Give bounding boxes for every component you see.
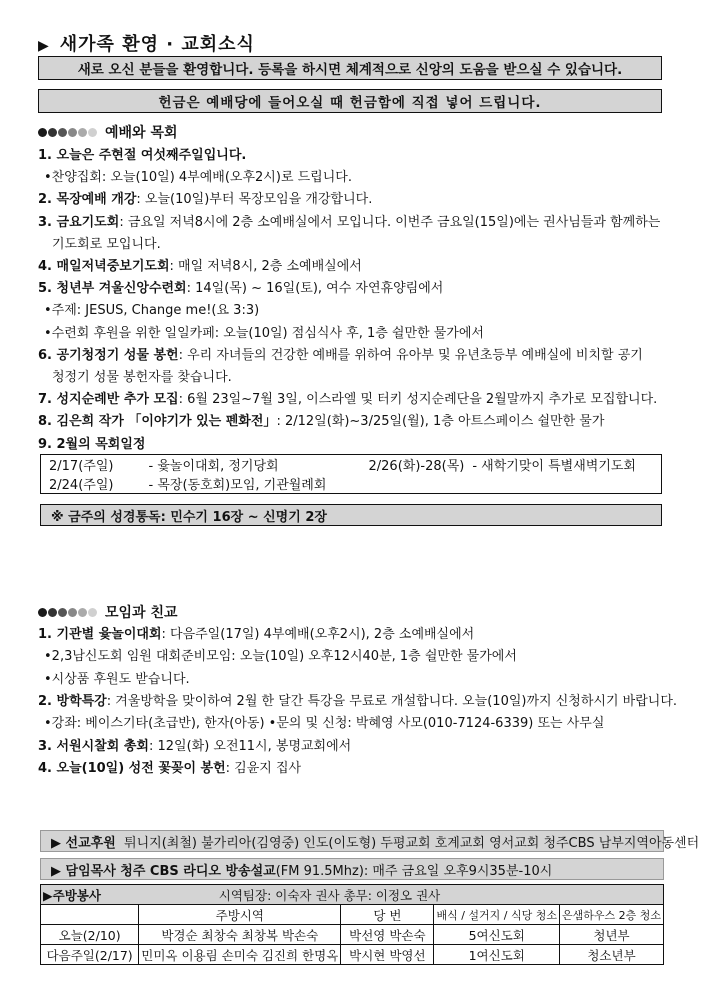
schedule-date: 2/24(주일) [49,478,114,493]
list-item [38,279,443,299]
list-item [38,435,145,455]
welcome-box: 새로 오신 분들을 환영합니다. 등록을 하시면 체계적으로 신앙의 도움을 받으실 수 있습니다. [38,56,662,80]
schedule-date: 2/17(주일) [49,459,114,474]
table-row [41,925,664,945]
list-item-text: •강좌: 베이스기타(초급반), 한자(아동) •문의 및 신청: 박혜영 사모(010-7124-6339) 또는 사무실 [44,716,605,732]
list-item [44,168,352,188]
list-item-text: •2,3남신도회 임원 대회준비모임: 오늘(10일) 오후12시40분, 1층 쉴만한 물가에서 [44,649,517,665]
service-clean: 청년부 [560,925,664,945]
list-item-heading: 4. 오늘(10일) 성전 꽃꽂이 봉헌 [38,760,226,776]
service-meal: 5여신도회 [434,925,560,945]
list-item-text: : 2/12일(화)~3/25일(월), 1층 아트스페이스 쉴만한 물가 [276,414,605,430]
list-item-text: : 매일 저녁8시, 2층 소예배실에서 [169,259,362,274]
schedule-row [41,474,662,494]
section-title: 예배와 목회 [105,125,178,141]
list-item [38,213,660,233]
list-item [38,412,604,432]
list-item [44,714,604,734]
service-day: 다음주일(2/17) [41,945,139,965]
schedule-row [41,455,662,475]
mission-label: ▶ 선교후원 [51,835,116,851]
service-leaders: 시역팀장: 이숙자 권사 총무: 이정오 권사 [139,885,664,905]
list-item [52,368,232,388]
kitchen-service-table [40,884,664,965]
section-worship-heading [38,122,178,142]
list-item [38,759,301,779]
list-item [38,692,677,712]
list-item-heading: 5. 청년부 겨울신앙수련회 [38,281,187,297]
list-item-text: : 6월 23일~7월 3일, 이스라엘 및 터키 성지순례단을 2월말까지 추가로 모집합니다. [178,392,658,408]
column-header-empty [41,905,139,925]
list-item [38,390,657,410]
page-title [38,30,255,56]
service-label: ▶주방봉사 [41,885,139,905]
service-duty: 박시현 박영선 [341,945,434,965]
list-item-heading: 4. 매일저녁중보기도회 [38,259,170,274]
list-item-text: : 14일(목) ~ 16일(토), 여수 자연휴양림에서 [186,281,444,297]
list-item-text: : 금요일 저녁8시에 2층 소예배실에서 모입니다. 이번주 금요일(15일)에는 권사님들과 함께하는 [119,214,661,230]
list-item [38,257,362,277]
dots-icon [38,128,97,137]
list-item [38,146,246,166]
schedule-date [361,474,465,494]
list-item-heading: 8. 김은희 작가 「이야기가 있는 펜화전」 [38,414,277,430]
list-item-heading: 7. 성지순례반 추가 모집 [38,392,179,408]
schedule-event: - 목장(동호회)모임, 기관월례회 [148,478,327,493]
list-item-text: : 우리 자녀들의 건강한 예배를 위하여 유아부 및 유년초등부 예배실에 비치할 공기 [178,347,643,363]
service-kitchen: 민미옥 이용림 손미숙 김진희 한명옥 [139,945,341,965]
list-item [44,670,190,690]
table-row [41,945,664,965]
service-header-row [41,885,664,905]
list-item-heading: 3. 금요기도회 [38,214,120,230]
schedule-event [464,474,661,494]
list-item-text: : 겨울방학을 맞이하여 2월 한 달간 특강을 무료로 개설합니다. 오늘(10일)까지 신청하시기 바랍니다. [106,693,678,709]
list-item-heading: 2. 목장예배 개강 [38,192,137,208]
list-item-heading: 2. 방학특강 [38,693,107,709]
list-item-text: •시상품 후원도 받습니다. [44,671,190,687]
mission-text: 튀니지(최철) 불가리아(김영중) 인도(이도형) 두평교회 호계교회 영서교회 청주CBS 남부지역아동센터 [124,835,700,851]
column-header: 배식 / 설거지 / 식당 청소 [434,905,560,925]
triangle-marker-icon: ▶ [38,38,50,54]
list-item-text: : 다음주일(17일) 4부예배(오후2시), 2층 소예배실에서 [161,627,475,642]
column-header: 주방시역 [139,905,341,925]
list-item-heading: 3. 서원시찰회 총회 [38,738,149,754]
service-columns-row [41,905,664,925]
list-item-text: 청정기 성물 봉헌자를 찾습니다. [52,370,232,385]
column-header: 은샘하우스 2층 청소 [560,905,664,925]
service-meal: 1여신도회 [434,945,560,965]
offering-box: 헌금은 예배당에 들어오실 때 헌금함에 직접 넣어 드립니다. [38,89,662,113]
list-item-heading: 6. 공기청정기 성물 봉헌 [38,347,179,363]
list-item-heading: 1. 기관별 윷놀이대회 [38,627,162,642]
list-item [38,346,643,366]
schedule-table [40,454,662,494]
list-item-text: •찬양집회: 오늘(10일) 4부예배(오후2시)로 드립니다. [44,170,352,186]
list-item [44,647,517,667]
list-item-text: : 김윤지 집사 [225,760,302,776]
section-fellowship-heading [38,602,178,622]
mission-bar [40,830,700,852]
list-item [38,737,351,757]
radio-text: (FM 91.5Mhz): 매주 금요일 오후9시35분-10시 [275,863,553,879]
list-item-text: 기도회로 모입니다. [52,236,161,252]
list-item-heading: 9. 2월의 목회일정 [38,436,146,452]
list-item [44,324,484,344]
list-item-text: •수련회 후원을 위한 일일카페: 오늘(10일) 점심식사 후, 1층 쉴만한 물가에서 [44,325,484,341]
list-item-text: : 오늘(10일)부터 목장모임을 개강합니다. [136,192,373,208]
service-clean: 청소년부 [560,945,664,965]
service-duty: 박선영 박손숙 [341,925,434,945]
list-item-text: : 12일(화) 오전11시, 봉명교회에서 [148,738,352,754]
bible-reading-box: ※ 금주의 성경통독: 민수기 16장 ~ 신명기 2장 [40,504,662,526]
title-text: 새가족 환영 · 교회소식 [59,34,255,55]
list-item [52,235,161,255]
column-header: 당 번 [341,905,434,925]
section-title: 모임과 친교 [105,605,178,621]
schedule-event: - 새학기맞이 특별새벽기도회 [472,459,636,474]
list-item [38,625,474,645]
list-item [38,190,372,210]
radio-bar [40,858,664,880]
dots-icon [38,608,97,617]
list-item-heading: 1. 오늘은 주현절 여섯째주일입니다. [38,148,247,163]
schedule-event: - 윷놀이대회, 정기당회 [148,459,279,474]
list-item-text: •주제: JESUS, Change me!(요 3:3) [44,303,260,319]
service-kitchen: 박경순 최창숙 최창복 박손숙 [139,925,341,945]
service-day: 오늘(2/10) [41,925,139,945]
list-item [44,301,259,321]
radio-label: ▶ 담임목사 청주 CBS 라디오 방송설교 [51,863,276,879]
schedule-date: 2/26(화)-28(목) [368,459,465,474]
